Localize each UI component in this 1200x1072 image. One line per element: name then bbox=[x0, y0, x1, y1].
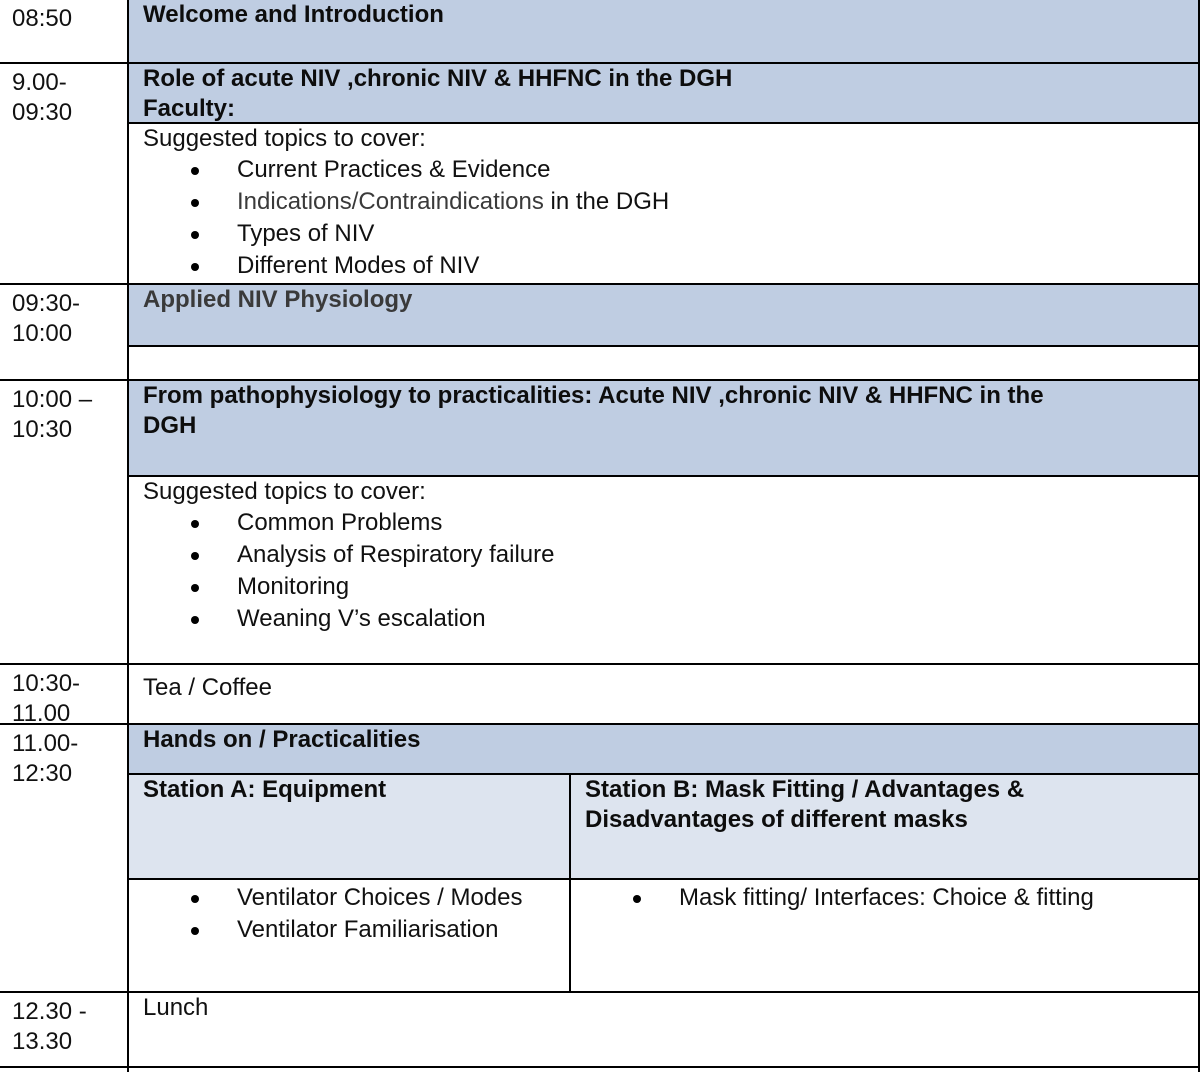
station-b-list bbox=[585, 882, 1198, 914]
list-item: Types of NIV bbox=[143, 218, 1198, 250]
next-row-partial bbox=[127, 1066, 1200, 1072]
time-end: 10:30 bbox=[12, 416, 73, 443]
time-end: 10:00 bbox=[12, 320, 73, 347]
list-item: Mask fitting/ Interfaces: Choice & fitting bbox=[585, 882, 1198, 914]
time-start: 9.00- bbox=[12, 69, 67, 96]
time-start: 12.30 - bbox=[12, 998, 87, 1025]
session-header bbox=[127, 0, 1200, 62]
faculty-label: Faculty: bbox=[143, 95, 236, 122]
time-cell bbox=[0, 62, 127, 283]
session-title: Hands on / Practicalities bbox=[143, 726, 421, 753]
list-item: Ventilator Familiarisation bbox=[143, 914, 569, 946]
station-a-title: Station A: Equipment bbox=[143, 776, 387, 803]
session-header bbox=[127, 62, 1200, 122]
topics-cell bbox=[127, 122, 1200, 283]
topics-list bbox=[143, 507, 1198, 635]
time-cell-partial bbox=[0, 1066, 127, 1072]
list-item: Common Problems bbox=[143, 507, 1198, 539]
bullet-icon bbox=[191, 584, 199, 592]
topics-intro: Suggested topics to cover: bbox=[143, 125, 426, 152]
station-b-header bbox=[569, 773, 1200, 878]
time-cell bbox=[0, 379, 127, 663]
time-start: 11.00- bbox=[12, 730, 79, 757]
bullet-icon bbox=[191, 231, 199, 239]
topics-cell bbox=[127, 475, 1200, 663]
empty-cell bbox=[127, 345, 1200, 379]
time-end: 12:30 bbox=[12, 760, 73, 787]
time-cell bbox=[0, 991, 127, 1066]
station-b-title-line2: Disadvantages of different masks bbox=[585, 806, 968, 833]
time-end: 13.30 bbox=[12, 1028, 73, 1055]
bullet-icon bbox=[191, 199, 199, 207]
time-end: 09:30 bbox=[12, 99, 73, 126]
time-start: 09:30- bbox=[12, 290, 81, 317]
bullet-icon bbox=[191, 616, 199, 624]
bullet-icon bbox=[191, 520, 199, 528]
station-b-title-line1: Station B: Mask Fitting / Advantages & bbox=[585, 776, 1025, 803]
list-item: Analysis of Respiratory failure bbox=[143, 539, 1198, 571]
bullet-icon bbox=[191, 167, 199, 175]
list-item: Indications/Contraindications in the DGH bbox=[143, 186, 1198, 218]
station-b-items bbox=[569, 878, 1200, 991]
break-cell bbox=[127, 663, 1200, 723]
station-a-list bbox=[143, 882, 569, 946]
station-a-header bbox=[127, 773, 569, 878]
session-title-line1: From pathophysiology to practicalities: Acute NIV ,chronic NIV & HHFNC in the bbox=[143, 382, 1044, 409]
time-start: 10:30- bbox=[12, 670, 81, 697]
session-title: Role of acute NIV ,chronic NIV & HHFNC in the DGH bbox=[143, 65, 733, 92]
session-header bbox=[127, 283, 1200, 345]
topics-intro: Suggested topics to cover: bbox=[143, 478, 426, 505]
bullet-icon bbox=[191, 895, 199, 903]
break-cell bbox=[127, 991, 1200, 1066]
time-start: 10:00 – bbox=[12, 386, 93, 413]
break-label: Lunch bbox=[143, 994, 209, 1021]
time-cell bbox=[0, 0, 127, 62]
time-cell bbox=[0, 283, 127, 379]
time-end: 11.00 bbox=[12, 700, 71, 723]
bullet-icon bbox=[633, 895, 641, 903]
list-item: Monitoring bbox=[143, 571, 1198, 603]
session-title: Welcome and Introduction bbox=[143, 1, 444, 28]
bullet-icon bbox=[191, 263, 199, 271]
time-cell bbox=[0, 663, 127, 723]
session-title: Applied NIV Physiology bbox=[143, 286, 413, 313]
time-cell bbox=[0, 723, 127, 991]
time-label: 08:50 bbox=[12, 5, 73, 32]
station-a-items bbox=[127, 878, 569, 991]
list-item: Different Modes of NIV bbox=[143, 250, 1198, 282]
bullet-icon bbox=[191, 927, 199, 935]
bullet-icon bbox=[191, 552, 199, 560]
list-item: Ventilator Choices / Modes bbox=[143, 882, 569, 914]
list-item: Weaning V’s escalation bbox=[143, 603, 1198, 635]
break-label: Tea / Coffee bbox=[143, 674, 272, 701]
topics-list bbox=[143, 154, 1198, 282]
session-header bbox=[127, 723, 1200, 773]
list-item: Current Practices & Evidence bbox=[143, 154, 1198, 186]
session-header bbox=[127, 379, 1200, 475]
session-title-line2: DGH bbox=[143, 412, 197, 439]
